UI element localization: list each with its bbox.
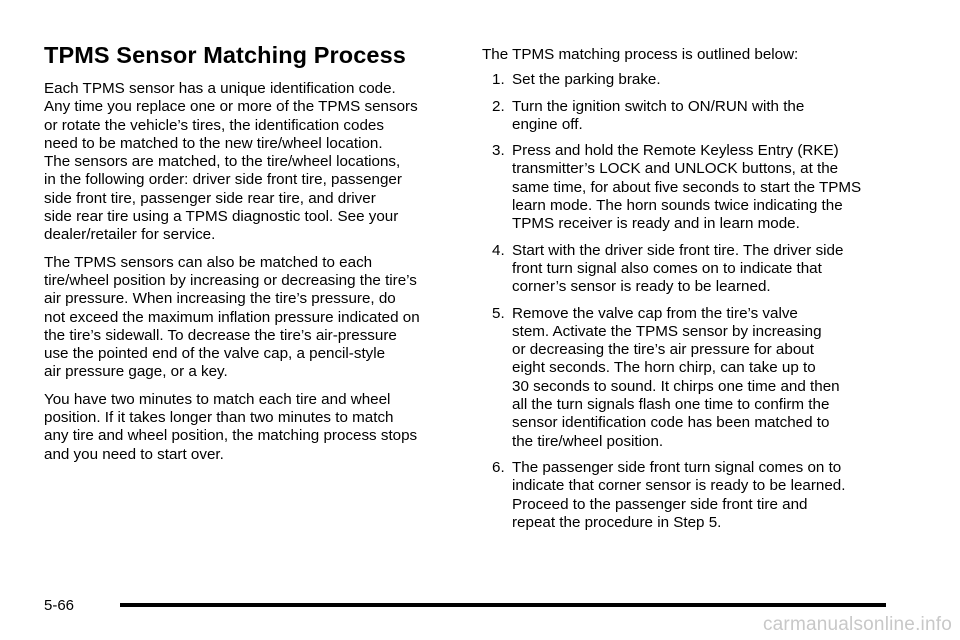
watermark: carmanualsonline.info	[762, 614, 952, 635]
step-item	[482, 98, 902, 135]
right-column	[482, 46, 902, 540]
step-text: Set the parking brake.	[512, 71, 661, 89]
step-text: The passenger side front turn signal comes on to indicate that corner sensor is ready to be learned. Proceed to the passenger side front tire and repeat the procedure in Step 5.	[512, 458, 846, 531]
page-number: 5-66	[44, 597, 75, 614]
step-text: Remove the valve cap from the tire’s valve stem. Activate the TPMS sensor by increasing or decreasing the tire’s air pressure for about eight seconds. The horn chirp, can take up to 30 seconds to sound. It chirps one time and then all the turn signals flash one time to confirm the sensor identification code has been matched to the tire/wheel position.	[512, 304, 840, 450]
step-item	[482, 305, 902, 451]
step-item	[482, 142, 902, 233]
step-number: 4.	[492, 241, 505, 259]
footer-rule	[120, 603, 886, 607]
step-item	[482, 71, 902, 89]
step-number: 3.	[492, 142, 505, 160]
step-number: 2.	[492, 97, 505, 115]
step-item	[482, 242, 902, 297]
paragraph-time-limit: You have two minutes to match each tire and wheel position. If it takes longer than two minutes to match any tire and wheel position, the matching process stops and you need to start over.	[44, 390, 418, 463]
step-text: Press and hold the Remote Keyless Entry (RKE) transmitter’s LOCK and UNLOCK buttons, at the same time, for about five seconds to start the TPMS learn mode. The horn sounds twice indicating the TPMS receiver is ready and in learn mode.	[512, 142, 862, 233]
steps-list	[482, 71, 902, 532]
step-item	[482, 459, 902, 532]
step-text: Start with the driver side front tire. The driver side front turn signal also comes on to indicate that corner’s sensor is ready to be learned.	[512, 241, 844, 296]
step-number: 1.	[492, 71, 505, 89]
step-text: Turn the ignition switch to ON/RUN with the engine off.	[512, 97, 805, 133]
step-number: 6.	[492, 458, 505, 476]
paragraph-air-pressure-matching: The TPMS sensors can also be matched to each tire/wheel position by increasing or decreasing the tire’s air pressure. When increasing the tire’s pressure, do not exceed the maximum inflation pressure indicated on the tire’s sidewall. To decrease the tire’s air-pressure use the pointed end of the valve cap, a pencil-style air pressure gage, or a key.	[44, 253, 420, 381]
paragraph-identification-codes: Each TPMS sensor has a unique identification code. Any time you replace one or more of the TPMS sensors or rotate the vehicle’s tires, the identification codes need to be matched to the new tire/wheel location. The sensors are matched, to the tire/wheel locations, in the following order: driver side front tire, passenger side front tire, passenger side rear tire, and driver side rear tire using a TPMS diagnostic tool. See your dealer/retailer for service.	[44, 80, 418, 244]
left-column	[44, 40, 454, 473]
steps-intro: The TPMS matching process is outlined below:	[482, 46, 799, 63]
section-title: TPMS Sensor Matching Process	[44, 42, 406, 68]
step-number: 5.	[492, 304, 505, 322]
